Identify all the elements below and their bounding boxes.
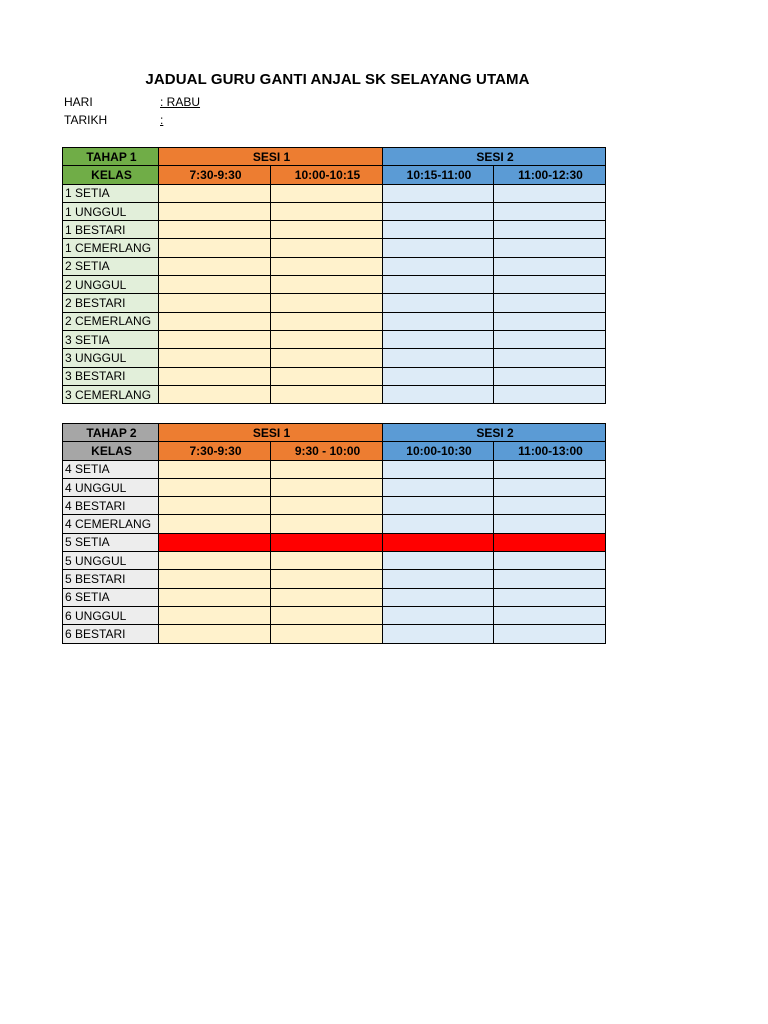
schedule-cell[interactable]	[383, 385, 494, 403]
class-name-cell: 2 CEMERLANG	[63, 312, 159, 330]
class-name-cell: 1 SETIA	[63, 184, 159, 202]
class-name-cell: 4 SETIA	[63, 460, 159, 478]
tahap2-sesi2-header: SESI 2	[383, 424, 606, 442]
table-row	[63, 533, 606, 551]
table-row	[63, 606, 606, 624]
schedule-cell[interactable]	[271, 515, 383, 533]
schedule-cell[interactable]	[383, 257, 494, 275]
tahap2-time-3: 10:00-10:30	[383, 442, 494, 460]
schedule-cell[interactable]	[494, 367, 606, 385]
class-name-cell: 4 BESTARI	[63, 497, 159, 515]
tahap2-label: TAHAP 2	[63, 424, 159, 442]
tahap1-time-row	[63, 166, 606, 184]
tahap1-sesi1-header: SESI 1	[159, 148, 383, 166]
schedule-cell[interactable]	[383, 276, 494, 294]
schedule-cell[interactable]	[271, 533, 383, 551]
table-row	[63, 552, 606, 570]
class-name-cell: 5 SETIA	[63, 533, 159, 551]
page-title: JADUAL GURU GANTI ANJAL SK SELAYANG UTAMA	[145, 71, 530, 88]
schedule-cell[interactable]	[494, 570, 606, 588]
schedule-cell[interactable]	[271, 460, 383, 478]
class-name-cell: 1 CEMERLANG	[63, 239, 159, 257]
schedule-cell[interactable]	[383, 588, 494, 606]
schedule-cell[interactable]	[159, 221, 271, 239]
class-name-cell: 3 SETIA	[63, 330, 159, 348]
table-row	[63, 367, 606, 385]
table-row	[63, 478, 606, 496]
table-row	[63, 349, 606, 367]
class-name-cell: 5 BESTARI	[63, 570, 159, 588]
class-name-cell: 3 CEMERLANG	[63, 385, 159, 403]
schedule-cell[interactable]	[494, 515, 606, 533]
tahap2-time-1: 7:30-9:30	[159, 442, 271, 460]
table-row	[63, 460, 606, 478]
schedule-cell[interactable]	[159, 385, 271, 403]
tahap1-header-row	[63, 148, 606, 166]
schedule-cell[interactable]	[383, 202, 494, 220]
schedule-cell[interactable]	[159, 588, 271, 606]
schedule-cell[interactable]	[494, 497, 606, 515]
schedule-cell[interactable]	[159, 460, 271, 478]
tahap2-time-4: 11:00-13:00	[494, 442, 606, 460]
schedule-cell[interactable]	[271, 276, 383, 294]
tahap1-time-4: 11:00-12:30	[494, 166, 606, 184]
schedule-cell[interactable]	[383, 221, 494, 239]
table-row	[63, 588, 606, 606]
tahap1-time-2: 10:00-10:15	[271, 166, 383, 184]
schedule-cell[interactable]	[383, 349, 494, 367]
schedule-cell[interactable]	[494, 202, 606, 220]
tahap2-table	[62, 423, 606, 644]
class-name-cell: 6 UNGGUL	[63, 606, 159, 624]
schedule-cell[interactable]	[271, 606, 383, 624]
tahap2-header-row	[63, 424, 606, 442]
schedule-cell[interactable]	[494, 294, 606, 312]
tahap2-time-2: 9:30 - 10:00	[271, 442, 383, 460]
table-row	[63, 625, 606, 643]
tahap1-time-1: 7:30-9:30	[159, 166, 271, 184]
table-row	[63, 330, 606, 348]
class-name-cell: 2 SETIA	[63, 257, 159, 275]
schedule-cell[interactable]	[271, 349, 383, 367]
schedule-cell[interactable]	[383, 367, 494, 385]
schedule-cell[interactable]	[159, 533, 271, 551]
schedule-cell[interactable]	[494, 257, 606, 275]
class-name-cell: 5 UNGGUL	[63, 552, 159, 570]
schedule-cell[interactable]	[271, 570, 383, 588]
tahap1-table	[62, 147, 606, 404]
schedule-cell[interactable]	[271, 552, 383, 570]
schedule-cell[interactable]	[159, 276, 271, 294]
schedule-cell[interactable]	[271, 478, 383, 496]
class-name-cell: 4 UNGGUL	[63, 478, 159, 496]
schedule-cell[interactable]	[159, 239, 271, 257]
schedule-cell[interactable]	[494, 276, 606, 294]
schedule-cell[interactable]	[494, 349, 606, 367]
schedule-cell[interactable]	[383, 478, 494, 496]
schedule-cell[interactable]	[271, 294, 383, 312]
hari-label: HARI	[64, 95, 93, 109]
schedule-cell[interactable]	[271, 625, 383, 643]
schedule-cell[interactable]	[383, 330, 494, 348]
schedule-cell[interactable]	[271, 330, 383, 348]
tahap1-kelas-header: KELAS	[63, 166, 159, 184]
schedule-cell[interactable]	[494, 330, 606, 348]
tarikh-row	[64, 113, 163, 127]
table-row	[63, 385, 606, 403]
schedule-cell[interactable]	[159, 202, 271, 220]
schedule-cell[interactable]	[383, 515, 494, 533]
table-row	[63, 239, 606, 257]
tahap2-kelas-header: KELAS	[63, 442, 159, 460]
schedule-cell[interactable]	[494, 552, 606, 570]
schedule-cell[interactable]	[383, 606, 494, 624]
schedule-cell[interactable]	[383, 294, 494, 312]
schedule-cell[interactable]	[494, 460, 606, 478]
schedule-cell[interactable]	[271, 257, 383, 275]
schedule-cell[interactable]	[494, 239, 606, 257]
schedule-cell[interactable]	[159, 625, 271, 643]
table-row	[63, 515, 606, 533]
schedule-cell[interactable]	[494, 184, 606, 202]
schedule-cell[interactable]	[383, 497, 494, 515]
schedule-cell[interactable]	[494, 221, 606, 239]
class-name-cell: 3 BESTARI	[63, 367, 159, 385]
schedule-cell[interactable]	[271, 385, 383, 403]
tarikh-label: TARIKH	[64, 113, 108, 127]
schedule-cell[interactable]	[271, 239, 383, 257]
schedule-cell[interactable]	[159, 184, 271, 202]
schedule-cell[interactable]	[271, 588, 383, 606]
schedule-cell[interactable]	[159, 257, 271, 275]
schedule-cell[interactable]	[494, 312, 606, 330]
schedule-cell[interactable]	[494, 533, 606, 551]
hari-value[interactable]: : RABU	[160, 95, 201, 109]
table-row	[63, 184, 606, 202]
schedule-cell[interactable]	[271, 202, 383, 220]
schedule-cell[interactable]	[159, 349, 271, 367]
table-row	[63, 202, 606, 220]
schedule-cell[interactable]	[271, 312, 383, 330]
tarikh-value[interactable]: :	[160, 113, 164, 127]
schedule-cell[interactable]	[271, 184, 383, 202]
schedule-cell[interactable]	[159, 606, 271, 624]
tahap1-label: TAHAP 1	[63, 148, 159, 166]
class-name-cell: 6 SETIA	[63, 588, 159, 606]
schedule-cell[interactable]	[159, 515, 271, 533]
schedule-cell[interactable]	[494, 385, 606, 403]
schedule-cell[interactable]	[383, 570, 494, 588]
schedule-cell[interactable]	[159, 312, 271, 330]
schedule-cell[interactable]	[494, 478, 606, 496]
table-row	[63, 294, 606, 312]
schedule-cell[interactable]	[383, 533, 494, 551]
schedule-cell[interactable]	[494, 625, 606, 643]
table-row	[63, 221, 606, 239]
schedule-cell[interactable]	[271, 221, 383, 239]
tahap1-sesi2-header: SESI 2	[383, 148, 606, 166]
schedule-cell[interactable]	[383, 312, 494, 330]
schedule-cell[interactable]	[159, 294, 271, 312]
schedule-cell[interactable]	[159, 330, 271, 348]
schedule-cell[interactable]	[159, 478, 271, 496]
table-row	[63, 570, 606, 588]
schedule-cell[interactable]	[383, 625, 494, 643]
schedule-cell[interactable]	[494, 606, 606, 624]
table-row	[63, 312, 606, 330]
class-name-cell: 1 BESTARI	[63, 221, 159, 239]
table-row	[63, 497, 606, 515]
schedule-cell[interactable]	[383, 184, 494, 202]
class-name-cell: 2 UNGGUL	[63, 276, 159, 294]
schedule-cell[interactable]	[159, 367, 271, 385]
hari-row	[64, 95, 200, 109]
class-name-cell: 2 BESTARI	[63, 294, 159, 312]
schedule-cell[interactable]	[159, 552, 271, 570]
schedule-cell[interactable]	[383, 460, 494, 478]
table-row	[63, 276, 606, 294]
schedule-cell[interactable]	[494, 588, 606, 606]
schedule-cell[interactable]	[271, 497, 383, 515]
tahap1-time-3: 10:15-11:00	[383, 166, 494, 184]
schedule-cell[interactable]	[271, 367, 383, 385]
table-row	[63, 257, 606, 275]
schedule-cell[interactable]	[159, 570, 271, 588]
class-name-cell: 1 UNGGUL	[63, 202, 159, 220]
schedule-cell[interactable]	[383, 239, 494, 257]
schedule-cell[interactable]	[159, 497, 271, 515]
class-name-cell: 6 BESTARI	[63, 625, 159, 643]
schedule-cell[interactable]	[383, 552, 494, 570]
tahap2-sesi1-header: SESI 1	[159, 424, 383, 442]
tahap2-time-row	[63, 442, 606, 460]
class-name-cell: 3 UNGGUL	[63, 349, 159, 367]
class-name-cell: 4 CEMERLANG	[63, 515, 159, 533]
